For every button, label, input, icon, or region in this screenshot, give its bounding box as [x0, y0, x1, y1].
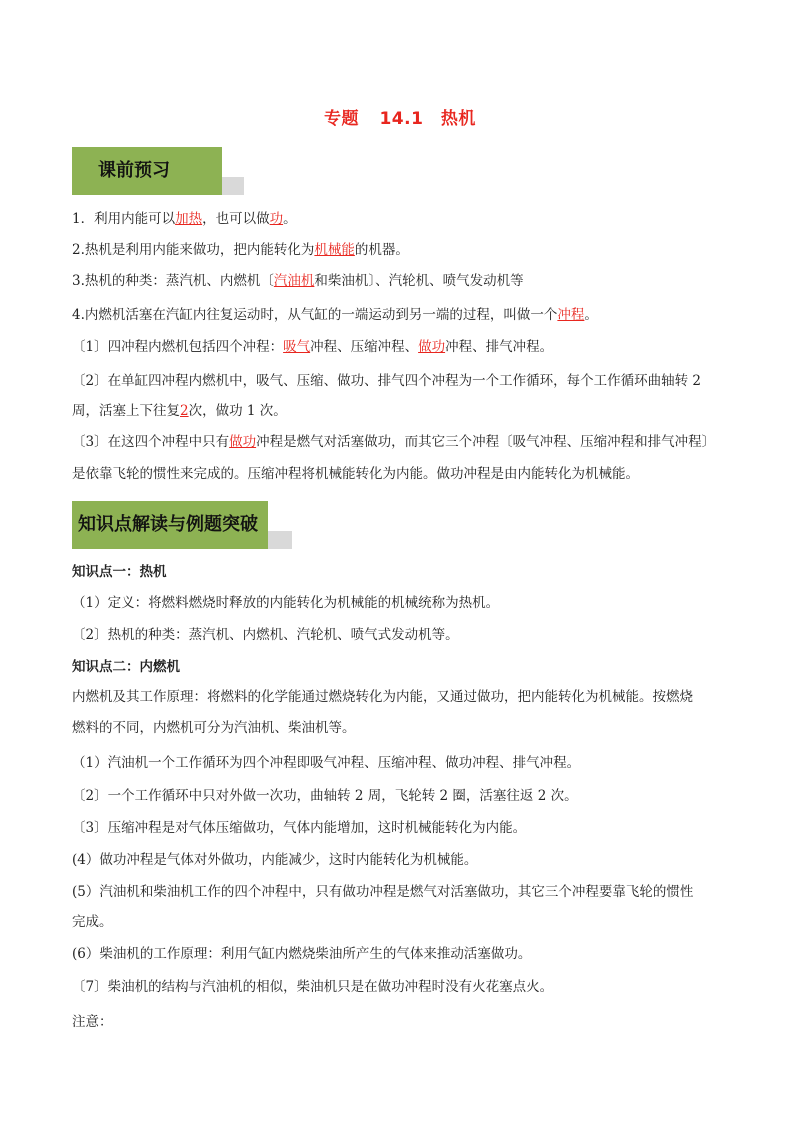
section-heading: 课前预习	[72, 147, 222, 195]
section-banner-preview	[72, 147, 247, 195]
answer: 汽油机	[273, 273, 315, 289]
text: ，也可以做	[202, 211, 270, 227]
answer: 2	[180, 403, 189, 419]
preview-line-9: 是依靠飞轮的惯性来完成的。压缩冲程将机械能转化为内能。做功冲程是由内能转化为机械能。	[72, 466, 639, 482]
preview-line-2	[72, 240, 732, 260]
answer: 冲程	[557, 307, 585, 323]
kp1-item-1: （1）定义：将燃料燃烧时释放的内能转化为机械能的机械统称为热机。	[72, 595, 500, 611]
answer: 功	[269, 211, 284, 227]
answer: 加热	[175, 211, 203, 227]
kp2-item-3: 〔3〕压缩冲程是对气体压缩做功，气体内能增加，这时机械能转化为内能。	[72, 820, 527, 836]
kp2-item-6: (6）柴油机的工作原理：利用气缸内燃烧柴油所产生的气体来推动活塞做功。	[72, 946, 532, 962]
answer: 做功	[418, 339, 446, 355]
section-heading: 知识点解读与例题突破	[72, 501, 268, 549]
preview-line-4	[72, 305, 732, 325]
text: 的机器。	[354, 242, 409, 258]
text: 1．利用内能可以	[72, 211, 176, 227]
kp2-title: 知识点二：内燃机	[72, 659, 180, 675]
page-title: 专题 14.1 热机	[324, 109, 476, 129]
text: 冲程是燃气对活塞做功，而其它三个冲程〔吸气冲程、压缩冲程和排气冲程〕	[256, 434, 716, 450]
note-label: 注意：	[72, 1014, 113, 1030]
text: 。	[283, 211, 297, 227]
text: 〔3〕在这四个冲程中只有	[72, 434, 230, 450]
kp1-title: 知识点一：热机	[72, 564, 167, 580]
kp2-item-4: (4）做功冲程是气体对外做功，内能减少，这时内能转化为机械能。	[72, 852, 478, 868]
kp2-item-5-cont: 完成。	[72, 914, 113, 930]
section-banner-knowledge	[72, 501, 294, 549]
text: 。	[584, 307, 598, 323]
preview-line-1	[72, 209, 732, 229]
preview-line-6: 〔2〕在单缸四冲程内燃机中，吸气、压缩、做功、排气四个冲程为一个工作循环，每个工作循环曲轴转 2	[72, 373, 701, 389]
text: 和柴油机〕、汽轮机、喷气发动机等	[314, 273, 524, 289]
text: 3.热机的种类：蒸汽机、内燃机〔	[72, 273, 274, 289]
answer: 机械能	[314, 242, 355, 258]
text: 冲程、排气冲程。	[445, 339, 554, 355]
kp2-intro-1: 内燃机及其工作原理：将燃料的化学能通过燃烧转化为内能，又通过做功，把内能转化为机械能。按燃烧	[72, 689, 693, 705]
kp2-item-7: 〔7〕柴油机的结构与汽油机的相似，柴油机只是在做功冲程时没有火花塞点火。	[72, 979, 554, 995]
kp2-item-1: （1）汽油机一个工作循环为四个冲程即吸气冲程、压缩冲程、做功冲程、排气冲程。	[72, 755, 581, 771]
text: 〔1〕四冲程内燃机包括四个冲程：	[72, 339, 284, 355]
preview-line-3	[72, 271, 732, 291]
text: 冲程、压缩冲程、	[310, 339, 419, 355]
preview-line-8	[72, 432, 732, 452]
kp2-item-5: (5）汽油机和柴油机工作的四个冲程中，只有做功冲程是燃气对活塞做功，其它三个冲程要靠飞轮的惯性	[72, 884, 694, 900]
text: 周，活塞上下往复	[72, 403, 180, 419]
kp2-intro-2: 燃料的不同，内燃机可分为汽油机、柴油机等。	[72, 720, 356, 736]
text: 4.内燃机活塞在汽缸内往复运动时，从气缸的一端运动到另一端的过程，叫做一个	[72, 307, 558, 323]
kp2-item-2: 〔2〕一个工作循环中只对外做一次功，曲轴转 2 周，飞轮转 2 圈，活塞往返 2 次。	[72, 788, 578, 804]
preview-line-7	[72, 401, 732, 421]
text: 次，做功 1 次。	[188, 403, 287, 419]
text: 2.热机是利用内能来做功，把内能转化为	[72, 242, 315, 258]
preview-line-5	[72, 337, 732, 357]
answer: 做功	[229, 434, 257, 450]
answer: 吸气	[283, 339, 311, 355]
kp1-item-2: 〔2〕热机的种类：蒸汽机、内燃机、汽轮机、喷气式发动机等。	[72, 627, 459, 643]
